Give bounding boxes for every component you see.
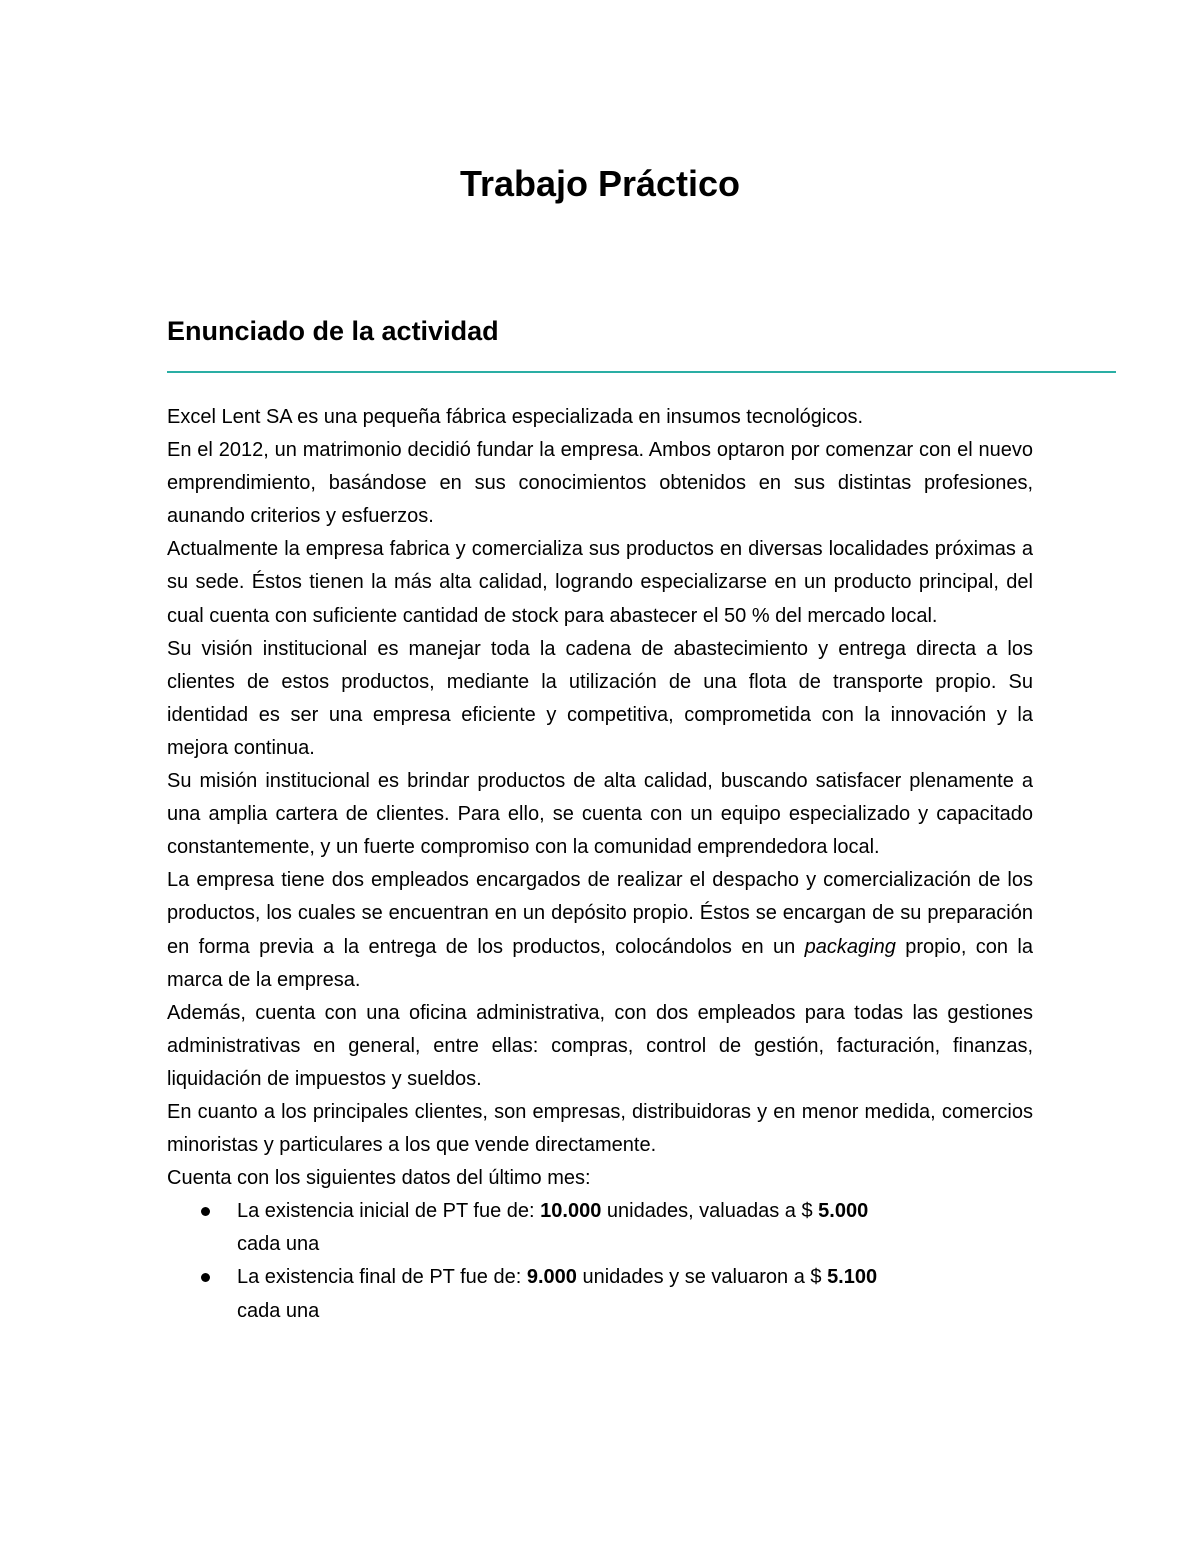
paragraph-6 [167,864,1033,996]
bullet-text: unidades y se valuaron a $ [576,1266,828,1289]
bullet-bold-value: 10.000 [540,1200,602,1223]
paragraph-9: Cuenta con los siguientes datos del último mes: [167,1167,591,1190]
section-divider [167,371,1116,373]
bullet-dot-icon [201,1273,210,1282]
bullet-dot-icon [201,1207,210,1216]
bullet-item [167,1195,897,1261]
paragraph-2: En el 2012, un matrimonio decidió fundar la empresa. Ambos optaron por comenzar con el nuevo emprendimiento, basándose en sus conocimientos obtenidos en sus distintas profesiones, aunando criterios y esfuerzos. [167,439,1033,528]
paragraph-8: En cuanto a los principales clientes, son empresas, distribuidoras y en menor medida, comercios minoristas y particulares a los que vende directamente. [167,1100,1033,1157]
bullet-text: cada una [237,1233,320,1256]
section-heading: Enunciado de la actividad [167,316,499,346]
bullet-item [167,1261,897,1327]
paragraph-1: Excel Lent SA es una pequeña fábrica especializada en insumos tecnológicos. [167,406,864,428]
bullet-bold-value: 9.000 [526,1266,577,1289]
paragraph-6-text-end: propio, con la marca de la empresa. [167,935,1034,991]
paragraph-7: Además, cuenta con una oficina administrativa, con dos empleados para todas las gestiones administrativas en general, entre ellas: compras, control de gestión, facturación, finanzas, liquidación de impuestos y sueldos. [167,1001,1033,1090]
bullet-text: cada una [237,1299,320,1322]
paragraph-6-italic-term: packaging [804,935,896,958]
bullet-bold-value: 5.000 [818,1200,869,1223]
paragraph-5: Su misión institucional es brindar productos de alta calidad, buscando satisfacer plenamente a una amplia cartera de clientes. Para ello, se cuenta con un equipo especializado y capacitado constantemente, y un fuerte compromiso con la comunidad emprendedora local. [167,770,1033,859]
paragraph-3: Actualmente la empresa fabrica y comercializa sus productos en diversas localidades próximas a su sede. Éstos tienen la más alta calidad, logrando especializarse en un producto principal, del cual cuenta con suficiente cantidad de stock para abastecer el 50 % del mercado local. [167,538,1033,627]
document-title: Trabajo Práctico [459,163,741,204]
paragraph-6-text: La empresa tiene dos empleados encargados de realizar el despacho y comercialización de los productos, los cuales se encuentran en un depósito propio. Éstos se encargan de su preparación en forma previa a la entrega de los productos, colocándolos en un [167,869,1033,958]
bullet-text: La existencia inicial de PT fue de: [237,1200,541,1223]
bullet-bold-value: 5.100 [827,1266,878,1289]
data-bullet-list [167,1195,1033,1327]
document-body [167,401,1033,1328]
bullet-text: unidades, valuadas a $ [601,1200,819,1223]
paragraph-4: Su visión institucional es manejar toda la cadena de abastecimiento y entrega directa a los clientes de estos productos, mediante la utilización de una flota de transporte propio. Su identidad es ser una empresa eficiente y competitiva, comprometida con la innovación y la mejora continua. [167,637,1033,759]
bullet-text: La existencia final de PT fue de: [237,1266,527,1289]
